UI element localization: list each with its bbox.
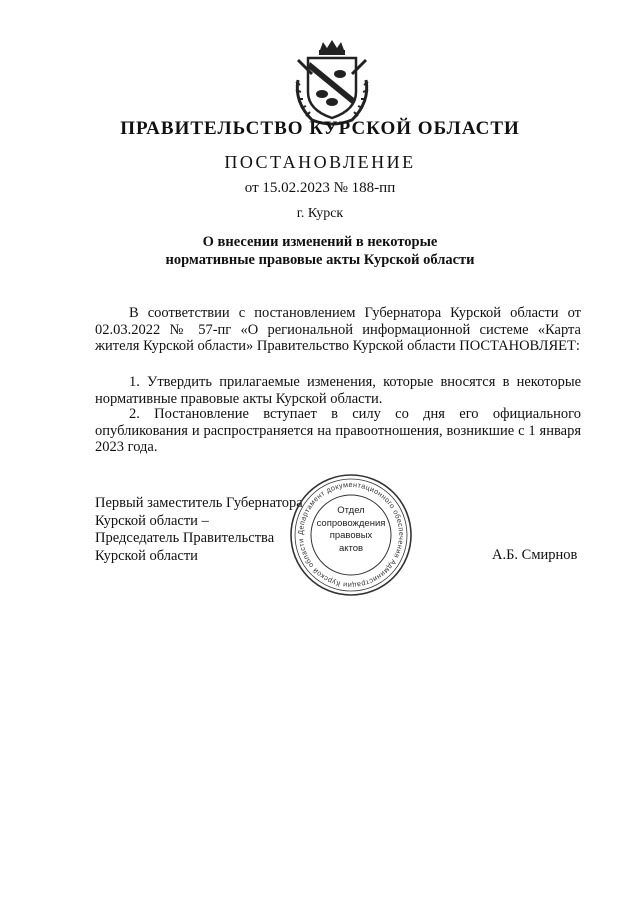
body-paragraph-2: 1. Утвердить прилагаемые изменения, которые вносятся в некоторые нормативные правовые акты Курской области. (95, 374, 581, 407)
document-date-number: от 15.02.2023 № 188-пп (244, 180, 396, 196)
stamp-inner-text (305, 505, 397, 555)
subject-line-1: О внесении изменений в некоторые (202, 234, 438, 250)
document-type: ПОСТАНОВЛЕНИЕ (224, 152, 416, 172)
coat-of-arms-emblem (292, 40, 372, 126)
document-city: г. Курск (296, 206, 344, 221)
stamp-inner-line-4: актов (338, 542, 364, 554)
signer-position (95, 495, 303, 565)
body-paragraph-3: 2. Постановление вступает в силу со дня его официального опубликования и распространяется на правоотношения, возникшие с 1 января 2023 года. (95, 406, 581, 455)
body-paragraph-1: В соответствии с постановлением Губернатора Курской области от 02.03.2022 № 57-пг «О региональной информационной системе «Карта жителя Курской области» Правительство Курской области ПОСТАНОВЛЯЕТ: (95, 305, 581, 354)
document-subject (0, 233, 640, 269)
signer-position-line-3: Председатель Правительства (95, 530, 275, 546)
stamp-inner-line-1: Отдел (337, 505, 365, 516)
stamp-inner-line-3: правовых (329, 530, 373, 541)
government-title: ПРАВИТЕЛЬСТВО КУРСКОЙ ОБЛАСТИ (120, 118, 520, 139)
signer-position-line-1: Первый заместитель Губернатора (95, 495, 303, 511)
subject-line-2: нормативные правовые акты Курской области (165, 252, 475, 268)
signer-position-line-4: Курской области (95, 547, 198, 564)
stamp-ring-text: Департамент документационного обеспечения Администрации Курской области (295, 479, 407, 591)
signer-position-line-2: Курской области – (95, 512, 209, 529)
signer-name: А.Б. Смирнов (492, 547, 578, 563)
stamp-inner-line-2: сопровождения (316, 517, 386, 529)
